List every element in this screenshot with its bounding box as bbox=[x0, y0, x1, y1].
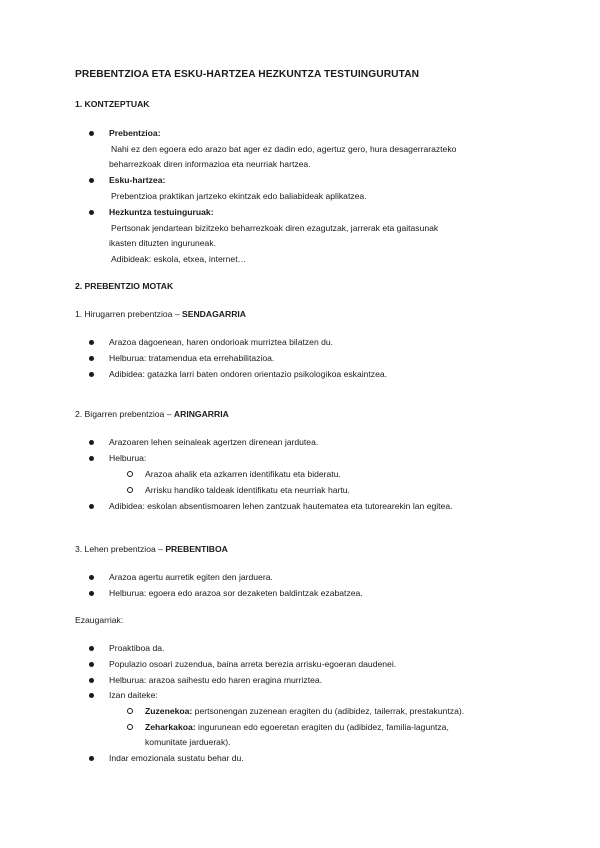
bullet-icon bbox=[89, 178, 94, 183]
section-heading-prebentzio-motak: 2. PREBENTZIO MOTAK bbox=[75, 281, 174, 291]
hollow-bullet-icon bbox=[127, 708, 133, 714]
hollow-bullet-icon bbox=[127, 487, 133, 493]
document-page: PREBENTZIOA ETA ESKU-HARTZEA HEZKUNTZA TESTUINGURUTAN 1. KONTZEPTUAK Prebentzioa: Nahi ez den egoera edo arazo bat ager ez dadin edo, agertuz gero, hura desagerrarazteko beharrezkoak diren informazioa eta neurriak hartzea. Esku-hartzea: Prebentzioa praktikan jartzeko ekintzak edo baliabideak aplikatzea. Hezkuntza testuinguruak: Pertsonak jendartean bizitzeko beharrezkoak diren ezagutzak, jarrerak eta gaitasunak ikasten dituzten inguruneak. Adibideak: eskola, etxea, internet… 2. PREBENTZIO MOTAK 1. Hirugarren prebentzioa – SENDAGARRIA Arazoa dagoenean, haren ondorioak murriztea bilatzen du. Helburua: tratamendua eta errehabilitazioa. Adibidea: gatazka larri baten ondoren orientazio psikologikoa eskaintzea. 2. Bigarren prebentzioa – ARINGARRIA Arazoaren lehen seinaleak agertzen direnean jardutea. Helburua: Arazoa ahalik eta azkarren identifikatu eta bideratu. Arrisku handiko taldeak identifikatu eta neurriak hartu. Adibidea: eskolan absentismoaren lehen zantzuak hautematea eta tutorearekin lan egitea. 3. Lehen prebentzioa – PREBENTIBOA Arazoa agertu aurretik egiten den jarduera. Helburua: egoera edo arazoa sor dezaketen baldintzak ezabatzea. Ezaugarriak: Proaktiboa da. Populazio osoari zuzendua, baina arreta berezia arrisku-egoeran daudenei. Helburua: arazoa saihestu edo haren eragina murriztea. Izan daiteke: Zuzenekoa: pertsonengan zuzenean eragiten du (adibidez, tailerrak, prestakuntza). Zeharkakoa: ingurunean edo egoeretan eragiten du (adibidez, familia-laguntza, komunitate jarduerak). Indar emozionala sustatu behar du. bbox=[75, 69, 465, 763]
definition-line: beharrezkoak diren informazioa eta neurriak hartzea. bbox=[109, 159, 311, 169]
section-heading-kontzeptuak: 1. KONTZEPTUAK bbox=[75, 99, 150, 109]
bullet-icon bbox=[89, 372, 94, 377]
definition-line: Pertsonak jendartean bizitzeko beharrezkoak diren ezagutzak, jarrerak eta gaitasunak bbox=[111, 223, 439, 233]
bullet-icon bbox=[89, 456, 94, 461]
bullet-icon bbox=[89, 756, 94, 761]
subsection-title-tertiary: 1. Hirugarren prebentzioa – SENDAGARRIA bbox=[75, 309, 246, 319]
sub-list-item-continuation: komunitate jarduerak). bbox=[145, 737, 231, 747]
term-esku-hartzea: Esku-hartzea: bbox=[109, 175, 166, 185]
subsection-title-primary: 3. Lehen prebentzioa – PREBENTIBOA bbox=[75, 544, 228, 554]
bullet-icon bbox=[89, 131, 94, 136]
bullet-icon bbox=[89, 210, 94, 215]
definition-line: ikasten dituzten inguruneak. bbox=[109, 238, 217, 248]
bullet-icon bbox=[89, 693, 94, 698]
hollow-bullet-icon bbox=[127, 724, 133, 730]
document-title: PREBENTZIOA ETA ESKU-HARTZEA HEZKUNTZA TESTUINGURUTAN bbox=[75, 69, 420, 80]
bullet-icon bbox=[89, 678, 94, 683]
definition-line: Nahi ez den egoera edo arazo bat ager ez dadin edo, agertuz gero, hura desagerrarazteko bbox=[111, 144, 457, 154]
bullet-icon bbox=[89, 646, 94, 651]
bullet-icon bbox=[89, 575, 94, 580]
definition-line: Prebentzioa praktikan jartzeko ekintzak edo baliabideak aplikatzea. bbox=[111, 191, 367, 201]
bullet-icon bbox=[89, 440, 94, 445]
bullet-icon bbox=[89, 340, 94, 345]
bullet-icon bbox=[89, 504, 94, 509]
bullet-icon bbox=[89, 662, 94, 667]
term-prebentzioa: Prebentzioa: bbox=[109, 128, 161, 138]
term-hezkuntza-testuinguruak: Hezkuntza testuinguruak: bbox=[109, 207, 214, 217]
hollow-bullet-icon bbox=[127, 471, 133, 477]
definition-line: Adibideak: eskola, etxea, internet… bbox=[111, 254, 247, 264]
bullet-icon bbox=[89, 356, 94, 361]
subsection-title-secondary: 2. Bigarren prebentzioa – ARINGARRIA bbox=[75, 409, 229, 419]
features-heading: Ezaugarriak: bbox=[75, 615, 124, 625]
bullet-icon bbox=[89, 591, 94, 596]
